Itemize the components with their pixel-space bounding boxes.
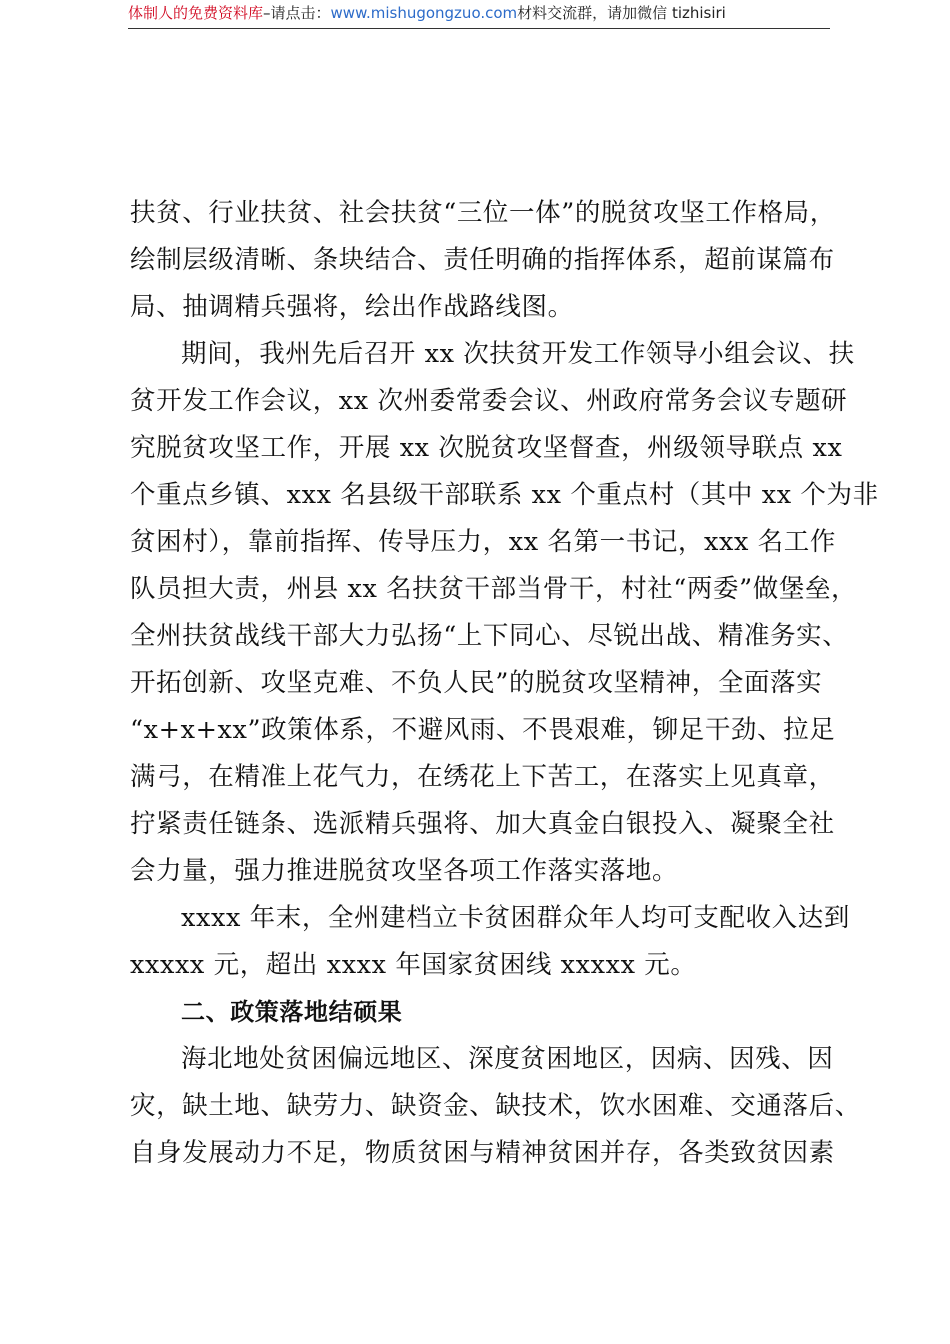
text-line: xxxxx 元，超出 xxxx 年国家贫困线 xxxxx 元。	[130, 950, 697, 980]
paragraph-start: 海北地处贫困偏远地区、深度贫困地区，因病、因残、因	[181, 1044, 834, 1074]
text-line: 全州扶贫战线干部大力弘扬“上下同心、尽锐出战、精准务实、	[130, 621, 849, 651]
text-line: 究脱贫攻坚工作，开展 xx 次脱贫攻坚督查，州级领导联点 xx	[130, 433, 843, 463]
text-line: 灾，缺土地、缺劳力、缺资金、缺技术，饮水困难、交通落后、	[130, 1091, 861, 1121]
header-divider	[128, 28, 830, 29]
paragraph-start: 期间，我州先后召开 xx 次扶贫开发工作领导小组会议、扶	[181, 339, 855, 369]
banner-brand: 体制人的免费资料库	[128, 4, 264, 22]
text-line: 满弓，在精准上花气力，在绣花上下苦工，在落实上见真章，	[130, 762, 835, 792]
document-body	[130, 190, 879, 1177]
text-line: 拧紧责任链条、选派精兵强将、加大真金白银投入、凝聚全社	[130, 809, 835, 839]
text-line: 个重点乡镇、xxx 名县级干部联系 xx 个重点村（其中 xx 个为非	[130, 480, 879, 510]
text-line: 队员担大责，州县 xx 名扶贫干部当骨干，村社“两委”做堡垒，	[130, 574, 858, 604]
text-line: 自身发展动力不足，物质贫困与精神贫困并存，各类致贫因素	[130, 1138, 835, 1168]
text-line: 贫困村），靠前指挥、传导压力，xx 名第一书记，xxx 名工作	[130, 527, 836, 557]
banner-link[interactable]: www.mishugongzuo.com	[330, 4, 518, 22]
banner-contact: 材料交流群，请加微信 tizhisiri	[517, 4, 726, 22]
paragraph-start: xxxx 年末，全州建档立卡贫困群众年人均可支配收入达到	[181, 903, 850, 933]
text-line: “x+x+xx”政策体系，不避风雨、不畏艰难，铆足干劲、拉足	[130, 715, 836, 745]
site-banner	[128, 0, 828, 26]
banner-prompt: –请点击：	[263, 4, 331, 22]
text-line: 贫开发工作会议，xx 次州委常委会议、州政府常务会议专题研	[130, 386, 848, 416]
section-heading: 二、政策落地结硕果	[181, 998, 403, 1026]
text-line: 绘制层级清晰、条块结合、责任明确的指挥体系，超前谋篇布	[130, 245, 835, 275]
text-line: 开拓创新、攻坚克难、不负人民”的脱贫攻坚精神，全面落实	[130, 668, 823, 698]
text-line: 局、抽调精兵强将，绘出作战路线图。	[130, 292, 574, 322]
text-line: 会力量，强力推进脱贫攻坚各项工作落实落地。	[130, 856, 679, 886]
text-line: 扶贫、行业扶贫、社会扶贫“三位一体”的脱贫攻坚工作格局，	[130, 198, 836, 228]
